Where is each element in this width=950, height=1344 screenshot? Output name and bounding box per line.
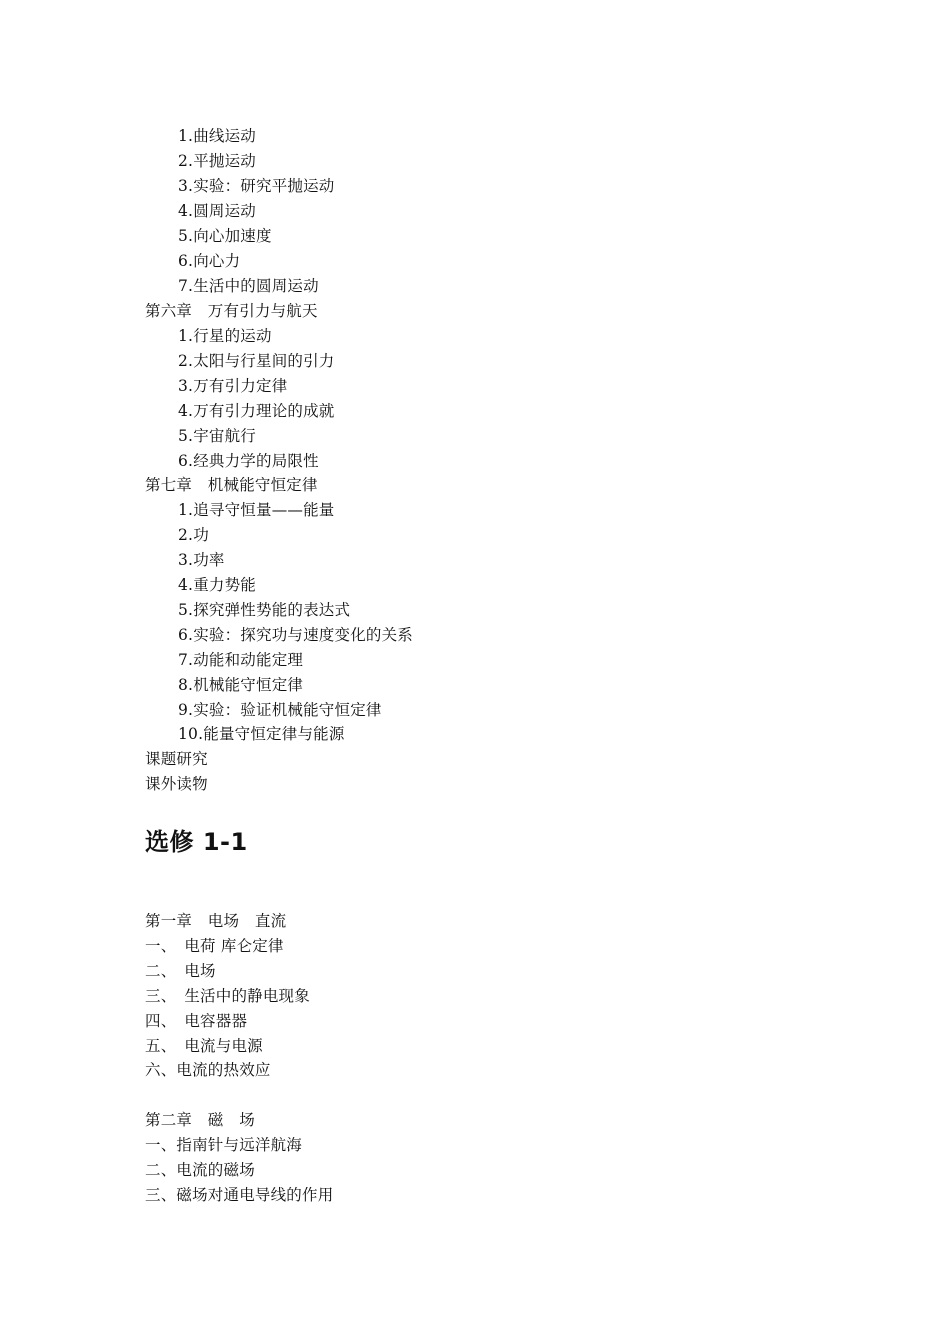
chapter-title: 第一章 电场 直流: [145, 912, 287, 930]
toc-item: 2.功: [178, 526, 209, 544]
toc-item: 4.重力势能: [178, 576, 256, 594]
toc-item: 一、指南针与远洋航海: [145, 1136, 303, 1154]
toc-item: 7.生活中的圆周运动: [178, 277, 319, 295]
toc-item: 1.追寻守恒量——能量: [178, 501, 335, 519]
toc-item: 3.万有引力定律: [178, 377, 288, 395]
chapter-title: 第七章 机械能守恒定律: [145, 476, 318, 494]
toc-item: 4.万有引力理论的成就: [178, 402, 335, 420]
toc-item: 6.经典力学的局限性: [178, 452, 319, 470]
toc-item: 四、 电容器器: [145, 1012, 248, 1030]
toc-item: 8.机械能守恒定律: [178, 676, 304, 694]
toc-item: 6.向心力: [178, 252, 241, 270]
toc-item: 1.曲线运动: [178, 127, 256, 145]
toc-item: 3.功率: [178, 551, 225, 569]
toc-item: 2.太阳与行星间的引力: [178, 352, 335, 370]
toc-extra: 课外读物: [145, 775, 208, 793]
toc-item: 二、电流的磁场: [145, 1161, 255, 1179]
toc-item: 6.实验：探究功与速度变化的关系: [178, 626, 413, 644]
toc-item: 7.动能和动能定理: [178, 651, 304, 669]
toc-item: 4.圆周运动: [178, 202, 256, 220]
toc-item: 三、磁场对通电导线的作用: [145, 1186, 334, 1204]
chapter-title: 第二章 磁 场: [145, 1111, 255, 1129]
section-heading: 选修 1-1: [145, 828, 248, 856]
chapter-title: 第六章 万有引力与航天: [145, 302, 318, 320]
toc-item: 五、 电流与电源: [145, 1037, 263, 1055]
toc-item: 3.实验：研究平抛运动: [178, 177, 335, 195]
toc-item: 5.宇宙航行: [178, 427, 256, 445]
toc-item: 5.向心加速度: [178, 227, 272, 245]
toc-item: 一、 电荷 库仑定律: [145, 937, 284, 955]
toc-extra: 课题研究: [145, 750, 208, 768]
toc-item: 2.平抛运动: [178, 152, 256, 170]
toc-item: 二、 电场: [145, 962, 216, 980]
toc-item: 5.探究弹性势能的表达式: [178, 601, 351, 619]
toc-item: 六、电流的热效应: [145, 1061, 271, 1079]
toc-item: 10.能量守恒定律与能源: [178, 725, 345, 743]
toc-item: 9.实验：验证机械能守恒定律: [178, 701, 382, 719]
toc-item: 1.行星的运动: [178, 327, 272, 345]
toc-item: 三、 生活中的静电现象: [145, 987, 310, 1005]
